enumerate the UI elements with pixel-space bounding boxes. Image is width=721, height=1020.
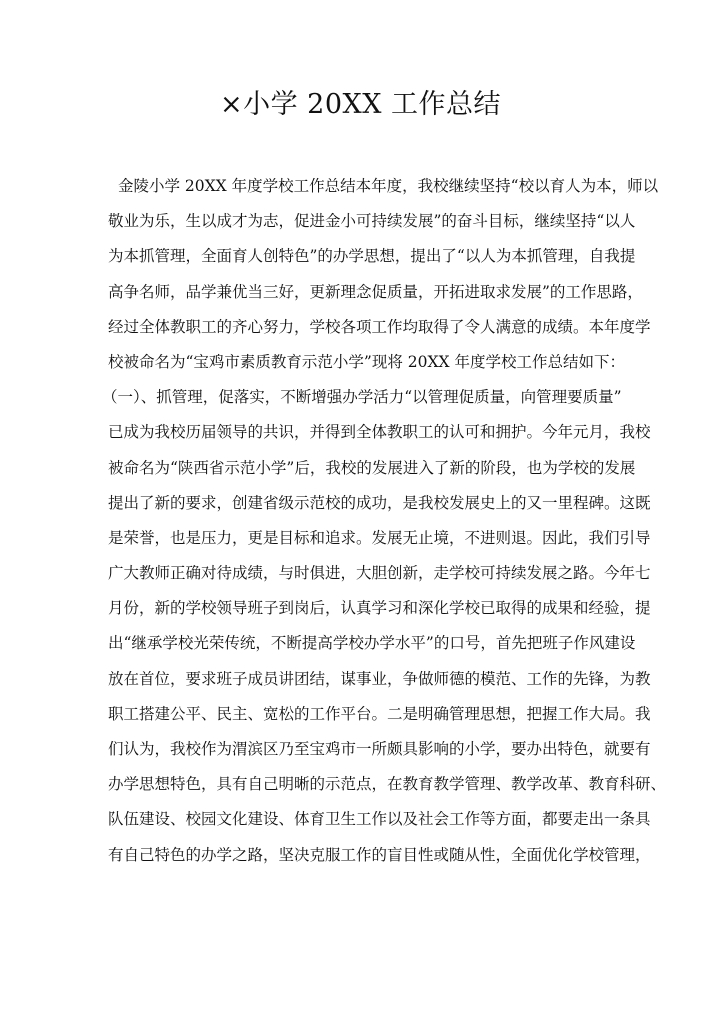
body-line: 广大教师正确对待成绩，与时俱进，大胆创新，走学校可持续发展之路。今年七: [108, 564, 651, 583]
section-heading-line: （一）、抓管理，促落实，不断增强办学活力“以管理促质量，向管理要质量”: [102, 388, 622, 407]
body-line: 们认为，我校作为渭滨区乃至宝鸡市一所颇具影响的小学，要办出特色，就要有: [108, 740, 651, 758]
body-line: 职工搭建公平、民主、宽松的工作平台。二是明确管理思想，把握工作大局。我: [108, 704, 651, 723]
body-line: 是荣誉，也是压力，更是目标和追求。发展无止境，不进则退。因此，我们引导: [108, 528, 651, 547]
body-line: 被命名为“陕西省示范小学”后，我校的发展进入了新的阶段，也为学校的发展: [108, 458, 636, 477]
body-line: 校被命名为“宝鸡市素质教育示范小学”现将 20XX 年度学校工作总结如下：: [108, 352, 625, 371]
body-line: 月份，新的学校领导班子到岗后，认真学习和深化学校已取得的成果和经验，提: [108, 599, 651, 618]
body-line: 提出了新的要求，创建省级示范校的成功，是我校发展史上的又一里程碑。这既: [108, 493, 651, 512]
body-line: 敬业为乐，生以成才为志，促进金小可持续发展”的奋斗目标，继续坚持“以人: [108, 212, 636, 231]
body-line: 已成为我校历届领导的共识，并得到全体教职工的认可和拥护。今年元月，我校: [108, 423, 651, 442]
body-line: 为本抓管理，全面育人创特色”的办学思想，提出了“以人为本抓管理，自我提: [108, 247, 636, 266]
body-line: 放在首位，要求班子成员讲团结，谋事业，争做师德的模范、工作的先锋，为教: [108, 669, 651, 688]
body-line: 金陵小学 20XX 年度学校工作总结本年度，我校继续坚持“校以育人为本，师以: [118, 177, 659, 195]
document-body: [102, 172, 667, 876]
body-line: 高争名师，品学兼优当三好，更新理念促质量，开拓进取求发展”的工作思路，: [108, 282, 643, 301]
body-line: 经过全体教职工的齐心努力，学校各项工作均取得了令人满意的成绩。本年度学: [108, 317, 651, 336]
document-title: ×小学 20XX 工作总结: [219, 89, 502, 120]
body-line: 出“继承学校光荣传统，不断提高学校办学水平”的口号，首先把班子作风建设: [108, 634, 636, 653]
body-line: 办学思想特色，具有自己明晰的示范点，在教育教学管理、教学改革、教育科研、: [108, 775, 667, 794]
body-line: 有自己特色的办学之路，坚决克服工作的盲目性或随从性，全面优化学校管理，: [108, 845, 651, 864]
body-line: 队伍建设、校园文化建设、体育卫生工作以及社会工作等方面，都要走出一条具: [108, 810, 651, 829]
